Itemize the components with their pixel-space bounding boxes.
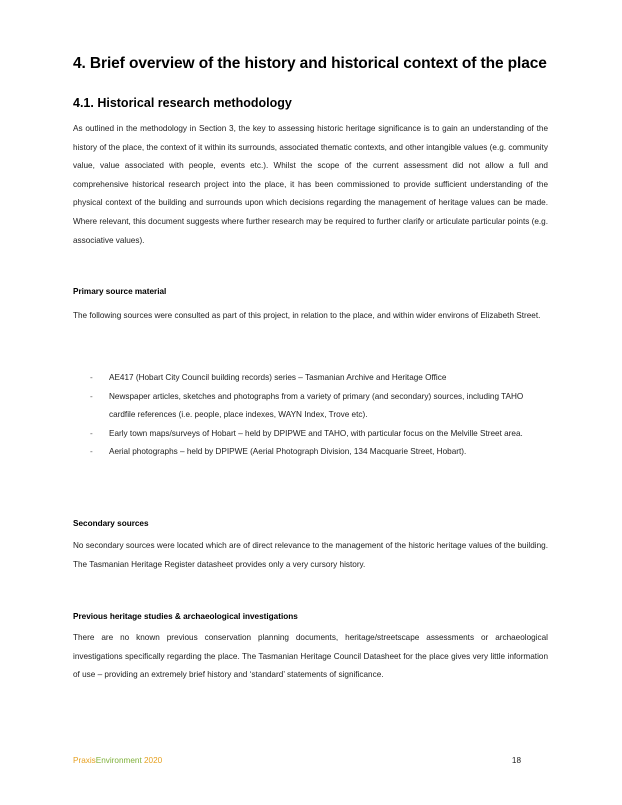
- secondary-sources-heading: Secondary sources: [73, 519, 149, 528]
- page-footer: [73, 756, 548, 770]
- list-item: [73, 425, 548, 444]
- primary-source-paragraph: The following sources were consulted as part of this project, in relation to the place, and within wider environs of Elizabeth Street.: [73, 311, 541, 320]
- list-item: [73, 388, 548, 425]
- section-heading: 4. Brief overview of the history and historical context of the place: [73, 55, 547, 72]
- brand-praxis: Praxis: [73, 756, 96, 765]
- footer-brand: [73, 756, 162, 765]
- secondary-sources-paragraph: No secondary sources were located which are of direct relevance to the management of the historic heritage values of the building. The Tasmanian Heritage Register datasheet provides only a very cursory history.: [73, 541, 548, 569]
- list-item-text: Aerial photographs – held by DPIPWE (Aerial Photograph Division, 134 Macquarie Street, Hobart).: [109, 447, 467, 457]
- list-item-text: AE417 (Hobart City Council building records) series – Tasmanian Archive and Heritage Office: [109, 373, 447, 382]
- bullet-dash: -: [90, 373, 93, 382]
- primary-source-list: [73, 369, 548, 462]
- list-item-text: Newspaper articles, sketches and photographs from a variety of primary (and secondary) sources, including TAHO cardfile references (i.e. people, place indexes, WAYN Index, Trove etc).: [109, 391, 524, 420]
- list-item-text: Early town maps/surveys of Hobart – held by DPIPWE and TAHO, with particular focus on the Melville Street area.: [109, 428, 523, 438]
- footer-year: 2020: [141, 756, 163, 765]
- primary-source-heading: Primary source material: [73, 287, 167, 296]
- list-item: [73, 369, 548, 388]
- bullet-dash: -: [90, 428, 93, 438]
- list-item: [73, 443, 548, 462]
- brand-environment: Environment: [95, 756, 142, 765]
- previous-studies-paragraph: There are no known previous conservation planning documents, heritage/streetscape assessments or archaeological investigations specifically regarding the place. The Tasmanian Heritage Council Datasheet for the place gives very little information of use – providing an extremely brief history and ‘standard’ statements of significance.: [73, 633, 548, 680]
- page-number: 18: [511, 756, 521, 765]
- bullet-dash: -: [90, 391, 93, 401]
- bullet-dash: -: [90, 447, 93, 457]
- previous-studies-heading: Previous heritage studies & archaeological investigations: [73, 612, 298, 621]
- intro-paragraph: As outlined in the methodology in Section 3, the key to assessing historic heritage significance is to gain an understanding of the history of the place, the context of it within its surrounds, associated thematic contexts, and other intangible values (e.g. community value, value associated with people, events etc.). Whilst the scope of the current assessment did not allow a full and comprehensive historical research project into the place, it has been commissioned to provide sufficient understanding of the physical context of the building and surrounds upon which decisions regarding the management of heritage values can be made. Where relevant, this document suggests where further research may be required to further clarify or articulate particular points (e.g. associative values).: [73, 124, 548, 245]
- subsection-heading: 4.1. Historical research methodology: [73, 96, 292, 110]
